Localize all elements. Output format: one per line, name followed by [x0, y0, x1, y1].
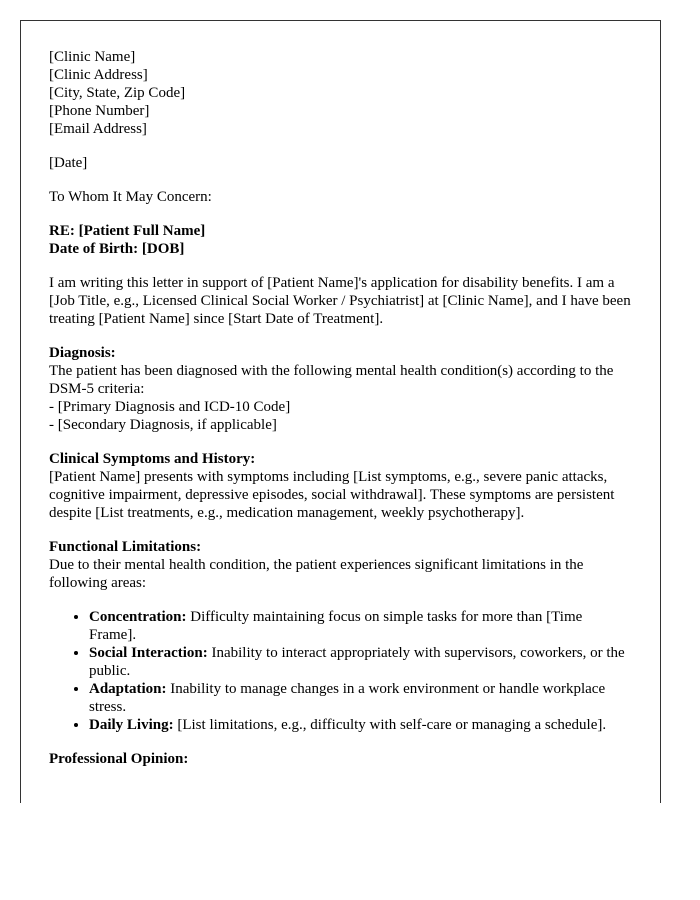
item-text: Inability to manage changes in a work environment or handle workplace stress. — [89, 681, 606, 715]
diagnosis-text: The patient has been diagnosed with the following mental health condition(s) according to the DSM-5 criteria: — [49, 363, 614, 397]
letter-body — [21, 21, 660, 768]
intro-paragraph: I am writing this letter in support of [Patient Name]'s application for disability benefits. I am a [Job Title, e.g., Licensed Clinical Social Worker / Psychiatrist] at [Clinic Name], and I have been treating [Patient Name] since [Start Date of Treatment]. — [49, 275, 631, 327]
limitations-section — [49, 538, 632, 734]
re-patient: RE: [Patient Full Name] — [49, 223, 206, 239]
re-block — [49, 222, 632, 258]
list-item — [89, 644, 632, 680]
secondary-diagnosis: - [Secondary Diagnosis, if applicable] — [49, 417, 277, 433]
item-label: Adaptation: — [89, 681, 167, 697]
letter-page — [20, 20, 661, 803]
item-text: Inability to interact appropriately with supervisors, coworkers, or the public. — [89, 645, 625, 679]
re-dob: Date of Birth: [DOB] — [49, 241, 185, 257]
item-text: [List limitations, e.g., difficulty with self-care or managing a schedule]. — [173, 717, 607, 733]
limitations-text: Due to their mental health condition, the patient experiences significant limitations in the following areas: — [49, 557, 584, 591]
email-address: [Email Address] — [49, 121, 147, 137]
list-item — [89, 608, 632, 644]
sender-block — [49, 48, 632, 138]
item-text: Difficulty maintaining focus on simple tasks for more than [Time Frame]. — [89, 609, 583, 643]
list-item — [89, 716, 632, 734]
diagnosis-heading: Diagnosis: — [49, 345, 116, 361]
limitations-list — [49, 608, 632, 734]
opinion-section — [49, 750, 632, 768]
city-state-zip: [City, State, Zip Code] — [49, 85, 186, 101]
list-item — [89, 680, 632, 716]
salutation: To Whom It May Concern: — [49, 189, 212, 205]
diagnosis-section — [49, 344, 632, 434]
symptoms-heading: Clinical Symptoms and History: — [49, 451, 256, 467]
clinic-address: [Clinic Address] — [49, 67, 148, 83]
item-label: Concentration: — [89, 609, 187, 625]
item-label: Daily Living: — [89, 717, 174, 733]
opinion-heading: Professional Opinion: — [49, 751, 189, 767]
date: [Date] — [49, 155, 88, 171]
limitations-heading: Functional Limitations: — [49, 539, 202, 555]
phone-number: [Phone Number] — [49, 103, 150, 119]
clinic-name: [Clinic Name] — [49, 49, 136, 65]
symptoms-section — [49, 450, 632, 522]
symptoms-text: [Patient Name] presents with symptoms including [List symptoms, e.g., severe panic attacks, cognitive impairment, depressive episodes, social withdrawal]. These symptoms are persistent despite [List treatments, e.g., medication management, weekly psychotherapy]. — [49, 469, 615, 521]
item-label: Social Interaction: — [89, 645, 208, 661]
primary-diagnosis: - [Primary Diagnosis and ICD-10 Code] — [49, 399, 291, 415]
